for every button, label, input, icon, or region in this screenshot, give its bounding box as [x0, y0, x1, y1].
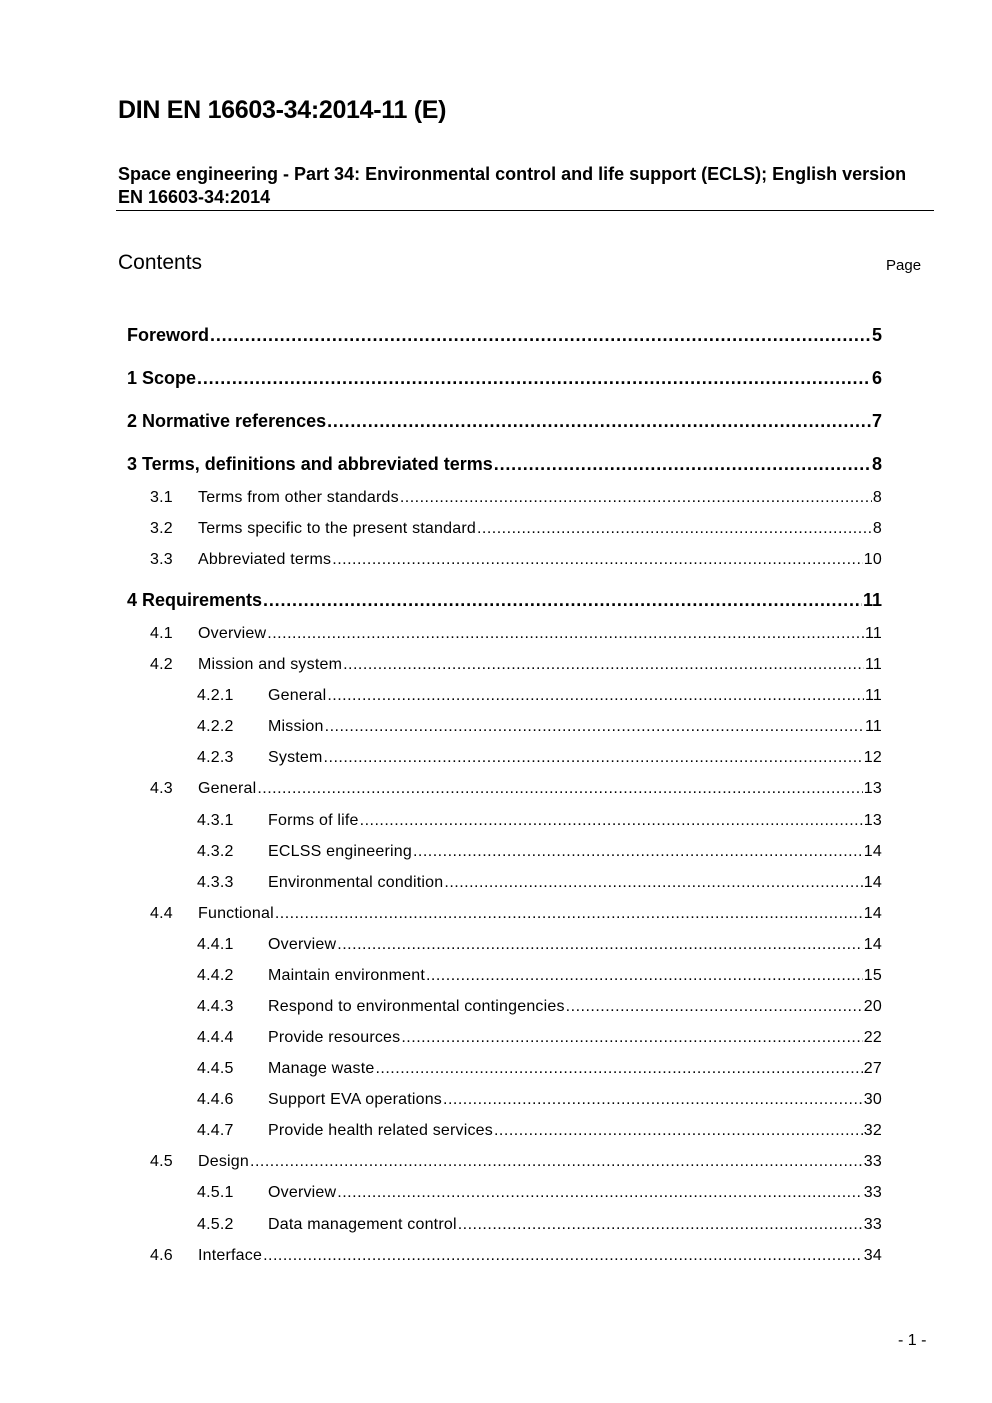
toc-entry[interactable]: [0, 1120, 992, 1144]
toc-entry[interactable]: [0, 549, 992, 573]
toc-entry-number: 4.5: [150, 1153, 173, 1170]
toc-entry-number: 4.5.2: [197, 1216, 234, 1233]
toc-entry-title: Overview: [198, 625, 267, 642]
toc-entry-number: 4.2.3: [197, 749, 234, 766]
toc-entry-page: 20: [863, 998, 882, 1015]
footer-page-number: - 1 -: [898, 1332, 927, 1349]
toc-dot-leader: [360, 812, 863, 830]
toc-entry-number: 4.3.2: [197, 843, 234, 860]
toc-entry-number: 4.1: [150, 625, 173, 642]
toc-entry[interactable]: [0, 1027, 992, 1051]
toc-entry[interactable]: [0, 368, 992, 392]
toc-dot-leader: [494, 454, 871, 475]
toc-entry[interactable]: [0, 454, 992, 478]
toc-entry[interactable]: [0, 1182, 992, 1206]
toc-dot-leader: [400, 489, 872, 507]
toc-dot-leader: [267, 625, 864, 643]
toc-entry[interactable]: [0, 623, 992, 647]
toc-entry-number: 4.2.1: [197, 687, 234, 704]
toc-entry-title: Provide resources: [268, 1029, 401, 1046]
toc-entry-title: Design: [198, 1153, 250, 1170]
toc-dot-leader: [327, 411, 871, 432]
toc-dot-leader: [413, 843, 863, 861]
toc-entry[interactable]: [0, 487, 992, 511]
toc-entry-title: Overview: [268, 1184, 337, 1201]
toc-entry-number: 4.4.6: [197, 1091, 234, 1108]
toc-entry-number: 3.1: [150, 489, 173, 506]
toc-entry-number: 4.4: [150, 905, 173, 922]
toc-entry-page: 10: [863, 551, 882, 568]
toc-entry[interactable]: [0, 747, 992, 771]
toc-entry-page: 33: [863, 1184, 882, 1201]
toc-entry-title: 4 Requirements: [127, 590, 263, 610]
toc-entry-title: Terms from other standards: [198, 489, 399, 506]
toc-entry-page: 30: [863, 1091, 882, 1108]
toc-entry-page: 15: [863, 967, 882, 984]
toc-entry-title: Forms of life: [268, 812, 359, 829]
toc-entry-title: General: [268, 687, 327, 704]
toc-entry-page: 14: [863, 874, 882, 891]
toc-entry-number: 4.3: [150, 780, 173, 797]
toc-entry-number: 3.2: [150, 520, 173, 537]
toc-entry-page: 11: [864, 687, 882, 704]
toc-entry[interactable]: [0, 654, 992, 678]
toc-entry[interactable]: [0, 778, 992, 802]
toc-entry[interactable]: [0, 1245, 992, 1269]
toc-entry-title: System: [268, 749, 323, 766]
toc-entry-title: Interface: [198, 1247, 263, 1264]
toc-entry[interactable]: [0, 903, 992, 927]
toc-entry-page: 11: [864, 625, 882, 642]
toc-entry-title: Respond to environmental contingencies: [268, 998, 565, 1015]
toc-entry-number: 4.6: [150, 1247, 173, 1264]
toc-entry[interactable]: [0, 1058, 992, 1082]
toc-dot-leader: [401, 1029, 862, 1047]
toc-dot-leader: [566, 998, 863, 1016]
toc-dot-leader: [197, 368, 871, 389]
toc-entry-title: Support EVA operations: [268, 1091, 442, 1108]
toc-entry[interactable]: [0, 934, 992, 958]
toc-dot-leader: [458, 1216, 863, 1234]
document-title: Space engineering - Part 34: Environmental control and life support (ECLS); English version EN 16603-34:2014: [118, 164, 907, 207]
toc-entry-page: 13: [863, 780, 882, 797]
toc-entry-number: 4.4.5: [197, 1060, 234, 1077]
toc-entry-title: Environmental condition: [268, 874, 444, 891]
toc-entry-number: 4.2: [150, 656, 173, 673]
toc-entry-page: 34: [863, 1247, 882, 1264]
title-rule: [116, 210, 934, 211]
toc-entry[interactable]: [0, 685, 992, 709]
toc-entry-page: 33: [863, 1153, 882, 1170]
toc-entry-title: Overview: [268, 936, 337, 953]
toc-entry-page: 8: [872, 520, 882, 537]
toc-dot-leader: [337, 1184, 863, 1202]
toc-entry-page: 12: [863, 749, 882, 766]
toc-entry-page: 6: [871, 368, 882, 388]
toc-entry-page: 33: [863, 1216, 882, 1233]
toc-entry-title: Maintain environment: [268, 967, 425, 984]
contents-heading: Contents: [118, 251, 203, 274]
toc-entry-page: 14: [863, 936, 882, 953]
toc-entry-title: 2 Normative references: [127, 411, 327, 431]
toc-dot-leader: [426, 967, 863, 985]
toc-entry[interactable]: [0, 716, 992, 740]
toc-dot-leader: [263, 1247, 863, 1265]
toc-dot-leader: [325, 718, 864, 736]
toc-entry-title: ECLSS engineering: [268, 843, 412, 860]
toc-dot-leader: [257, 780, 862, 798]
toc-entry-page: 14: [863, 905, 882, 922]
toc-dot-leader: [444, 874, 862, 892]
toc-dot-leader: [477, 520, 872, 538]
toc-entry-title: Foreword: [127, 325, 210, 345]
toc-dot-leader: [327, 687, 864, 705]
toc-dot-leader: [263, 590, 862, 611]
toc-entry-number: 4.5.1: [197, 1184, 234, 1201]
toc-entry[interactable]: [0, 965, 992, 989]
toc-entry[interactable]: [0, 1214, 992, 1238]
toc-entry[interactable]: [0, 518, 992, 542]
toc-entry-number: 4.3.1: [197, 812, 234, 829]
toc-entry-page: 11: [864, 718, 882, 735]
toc-dot-leader: [375, 1060, 862, 1078]
toc-entry-number: 4.4.1: [197, 936, 234, 953]
toc-entry-title: General: [198, 780, 257, 797]
toc-entry-title: 1 Scope: [127, 368, 197, 388]
toc-entry-number: 4.4.4: [197, 1029, 234, 1046]
toc-entry-number: 4.4.2: [197, 967, 234, 984]
toc-entry[interactable]: [0, 411, 992, 435]
toc-dot-leader: [337, 936, 863, 954]
toc-entry[interactable]: [0, 996, 992, 1020]
toc-entry[interactable]: [0, 810, 992, 834]
toc-dot-leader: [343, 656, 864, 674]
toc-entry-number: 4.4.3: [197, 998, 234, 1015]
toc-entry[interactable]: [0, 325, 992, 349]
toc-entry-title: 3 Terms, definitions and abbreviated terms: [127, 454, 493, 474]
toc-entry[interactable]: [0, 1089, 992, 1113]
toc-entry[interactable]: [0, 872, 992, 896]
toc-dot-leader: [324, 749, 863, 767]
toc-entry-page: 13: [863, 812, 882, 829]
page-column-label: Page: [886, 257, 922, 274]
toc-entry-page: 14: [863, 843, 882, 860]
toc-entry-title: Manage waste: [268, 1060, 375, 1077]
toc-dot-leader: [332, 551, 863, 569]
toc-entry-number: 3.3: [150, 551, 173, 568]
toc-entry-page: 5: [871, 325, 882, 345]
toc-dot-leader: [250, 1153, 863, 1171]
toc-dot-leader: [210, 325, 871, 346]
toc-entry-page: 8: [871, 454, 882, 474]
document-number: DIN EN 16603-34:2014-11 (E): [118, 96, 447, 124]
toc-entry-title: Terms specific to the present standard: [198, 520, 476, 537]
toc-entry[interactable]: [0, 1151, 992, 1175]
toc-entry-title: Mission and system: [198, 656, 343, 673]
toc-entry-number: 4.2.2: [197, 718, 234, 735]
toc-entry-page: 22: [863, 1029, 882, 1046]
toc-entry[interactable]: [0, 841, 992, 865]
toc-entry-title: Mission: [268, 718, 324, 735]
toc-entry-page: 32: [863, 1122, 882, 1139]
toc-dot-leader: [275, 905, 863, 923]
toc-entry[interactable]: [0, 590, 992, 614]
toc-entry-page: 11: [864, 656, 882, 673]
toc-entry-title: Abbreviated terms: [198, 551, 332, 568]
toc-entry-title: Data management control: [268, 1216, 457, 1233]
toc-entry-title: Functional: [198, 905, 274, 922]
toc-entry-page: 27: [863, 1060, 882, 1077]
toc-entry-number: 4.4.7: [197, 1122, 234, 1139]
toc-dot-leader: [443, 1091, 863, 1109]
toc-entry-page: 8: [872, 489, 882, 506]
toc-dot-leader: [494, 1122, 863, 1140]
toc-entry-title: Provide health related services: [268, 1122, 493, 1139]
toc-entry-page: 11: [862, 590, 882, 610]
toc-entry-number: 4.3.3: [197, 874, 234, 891]
toc-entry-page: 7: [871, 411, 882, 431]
